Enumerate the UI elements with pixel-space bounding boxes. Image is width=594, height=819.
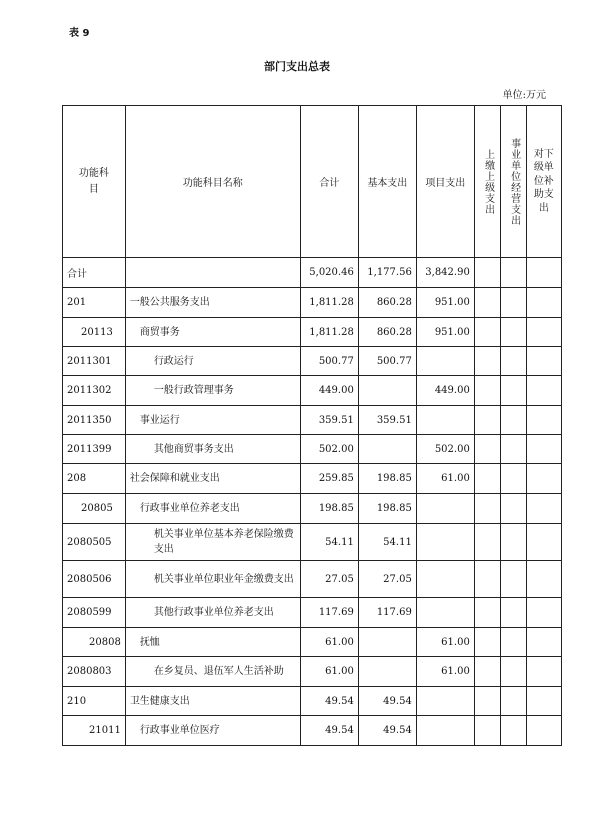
table-row xyxy=(63,657,562,687)
cell-business xyxy=(500,687,526,716)
cell-name: 商贸事务 xyxy=(125,318,300,347)
cell-total: 359.51 xyxy=(300,406,358,435)
cell-total: 54.11 xyxy=(300,524,358,561)
cell-upper xyxy=(474,288,500,318)
cell-basic: 49.54 xyxy=(358,687,416,716)
cell-upper xyxy=(474,435,500,464)
cell-code: 20805 xyxy=(63,494,126,524)
cell-project: 61.00 xyxy=(416,464,474,494)
table-row xyxy=(63,258,562,288)
cell-name: 其他商贸事务支出 xyxy=(125,435,300,464)
cell-project xyxy=(416,406,474,435)
table-row xyxy=(63,406,562,435)
table-number-label: 表 9 xyxy=(69,28,90,39)
cell-basic xyxy=(358,435,416,464)
cell-project: 3,842.90 xyxy=(416,258,474,288)
cell-basic: 359.51 xyxy=(358,406,416,435)
cell-subsidy xyxy=(526,258,561,288)
cell-total: 198.85 xyxy=(300,494,358,524)
header-name: 功能科目名称 xyxy=(125,106,300,258)
cell-business xyxy=(500,464,526,494)
cell-code: 2080803 xyxy=(63,657,126,687)
cell-subsidy xyxy=(526,347,561,376)
cell-upper xyxy=(474,716,500,746)
table-row xyxy=(63,347,562,376)
cell-basic: 27.05 xyxy=(358,561,416,598)
cell-subsidy xyxy=(526,628,561,657)
cell-total: 61.00 xyxy=(300,628,358,657)
cell-name: 行政运行 xyxy=(125,347,300,376)
cell-name: 事业运行 xyxy=(125,406,300,435)
table-row xyxy=(63,598,562,628)
cell-upper xyxy=(474,258,500,288)
table-row xyxy=(63,494,562,524)
cell-business xyxy=(500,561,526,598)
cell-business xyxy=(500,406,526,435)
cell-business xyxy=(500,494,526,524)
cell-code: 2080505 xyxy=(63,524,126,561)
cell-code: 201 xyxy=(63,288,126,318)
cell-subsidy xyxy=(526,494,561,524)
cell-upper xyxy=(474,406,500,435)
cell-upper xyxy=(474,561,500,598)
cell-subsidy xyxy=(526,524,561,561)
header-business: 事业单位经营支出 xyxy=(500,106,526,258)
header-total: 合计 xyxy=(300,106,358,258)
cell-basic: 198.85 xyxy=(358,464,416,494)
cell-name: 行政事业单位医疗 xyxy=(125,716,300,746)
table-row xyxy=(63,318,562,347)
cell-upper xyxy=(474,524,500,561)
cell-name: 一般公共服务支出 xyxy=(125,288,300,318)
cell-subsidy xyxy=(526,318,561,347)
cell-subsidy xyxy=(526,464,561,494)
cell-basic: 198.85 xyxy=(358,494,416,524)
table-row xyxy=(63,435,562,464)
cell-name: 机关事业单位基本养老保险缴费支出 xyxy=(125,524,300,561)
table-row xyxy=(63,464,562,494)
cell-project xyxy=(416,716,474,746)
cell-subsidy xyxy=(526,288,561,318)
header-basic: 基本支出 xyxy=(358,106,416,258)
cell-business xyxy=(500,598,526,628)
cell-code: 20808 xyxy=(63,628,126,657)
cell-business xyxy=(500,628,526,657)
cell-basic xyxy=(358,628,416,657)
table-row xyxy=(63,288,562,318)
cell-code: 2080599 xyxy=(63,598,126,628)
cell-project xyxy=(416,598,474,628)
cell-project: 951.00 xyxy=(416,288,474,318)
cell-basic: 117.69 xyxy=(358,598,416,628)
cell-subsidy xyxy=(526,716,561,746)
table-row xyxy=(63,524,562,561)
cell-basic xyxy=(358,376,416,406)
cell-code: 2011302 xyxy=(63,376,126,406)
cell-code: 合计 xyxy=(63,258,126,288)
cell-upper xyxy=(474,598,500,628)
cell-basic: 1,177.56 xyxy=(358,258,416,288)
cell-basic: 860.28 xyxy=(358,288,416,318)
page-title: 部门支出总表 xyxy=(264,60,330,73)
cell-upper xyxy=(474,628,500,657)
cell-code: 2011301 xyxy=(63,347,126,376)
cell-basic xyxy=(358,657,416,687)
cell-project: 449.00 xyxy=(416,376,474,406)
cell-name: 抚恤 xyxy=(125,628,300,657)
cell-total: 259.85 xyxy=(300,464,358,494)
cell-upper xyxy=(474,657,500,687)
cell-subsidy xyxy=(526,657,561,687)
cell-name: 一般行政管理事务 xyxy=(125,376,300,406)
cell-basic: 860.28 xyxy=(358,318,416,347)
cell-subsidy xyxy=(526,598,561,628)
cell-project xyxy=(416,524,474,561)
cell-basic: 54.11 xyxy=(358,524,416,561)
cell-business xyxy=(500,258,526,288)
cell-business xyxy=(500,657,526,687)
cell-project xyxy=(416,687,474,716)
cell-total: 49.54 xyxy=(300,687,358,716)
cell-name: 行政事业单位养老支出 xyxy=(125,494,300,524)
cell-business xyxy=(500,318,526,347)
cell-upper xyxy=(474,687,500,716)
cell-business xyxy=(500,288,526,318)
cell-upper xyxy=(474,318,500,347)
cell-subsidy xyxy=(526,561,561,598)
header-row xyxy=(63,106,562,258)
cell-business xyxy=(500,435,526,464)
cell-project: 61.00 xyxy=(416,657,474,687)
cell-upper xyxy=(474,464,500,494)
header-project: 项目支出 xyxy=(416,106,474,258)
cell-total: 61.00 xyxy=(300,657,358,687)
cell-project: 502.00 xyxy=(416,435,474,464)
cell-total: 27.05 xyxy=(300,561,358,598)
cell-project xyxy=(416,494,474,524)
cell-total: 117.69 xyxy=(300,598,358,628)
cell-business xyxy=(500,716,526,746)
cell-total: 1,811.28 xyxy=(300,318,358,347)
cell-name: 机关事业单位职业年金缴费支出 xyxy=(125,561,300,598)
cell-subsidy xyxy=(526,376,561,406)
cell-subsidy xyxy=(526,406,561,435)
expenditure-table xyxy=(62,105,562,746)
cell-name xyxy=(125,258,300,288)
cell-name: 其他行政事业单位养老支出 xyxy=(125,598,300,628)
cell-code: 2080506 xyxy=(63,561,126,598)
cell-name: 社会保障和就业支出 xyxy=(125,464,300,494)
cell-name: 卫生健康支出 xyxy=(125,687,300,716)
cell-total: 5,020.46 xyxy=(300,258,358,288)
cell-code: 20113 xyxy=(63,318,126,347)
cell-code: 2011399 xyxy=(63,435,126,464)
cell-code: 210 xyxy=(63,687,126,716)
cell-code: 2011350 xyxy=(63,406,126,435)
cell-code: 21011 xyxy=(63,716,126,746)
cell-name: 在乡复员、退伍军人生活补助 xyxy=(125,657,300,687)
cell-business xyxy=(500,376,526,406)
header-subsidy: 对下级单位补助支出 xyxy=(526,106,561,258)
cell-business xyxy=(500,347,526,376)
table-row xyxy=(63,716,562,746)
cell-total: 49.54 xyxy=(300,716,358,746)
table-row xyxy=(63,376,562,406)
header-upper: 上缴上级支出 xyxy=(474,106,500,258)
cell-business xyxy=(500,524,526,561)
cell-subsidy xyxy=(526,687,561,716)
table-row xyxy=(63,561,562,598)
cell-project: 61.00 xyxy=(416,628,474,657)
cell-project: 951.00 xyxy=(416,318,474,347)
cell-project xyxy=(416,561,474,598)
cell-total: 502.00 xyxy=(300,435,358,464)
cell-upper xyxy=(474,347,500,376)
cell-total: 1,811.28 xyxy=(300,288,358,318)
cell-total: 449.00 xyxy=(300,376,358,406)
cell-basic: 500.77 xyxy=(358,347,416,376)
cell-basic: 49.54 xyxy=(358,716,416,746)
header-code: 功能科目 xyxy=(63,106,126,258)
table-row xyxy=(63,628,562,657)
cell-subsidy xyxy=(526,435,561,464)
table-row xyxy=(63,687,562,716)
cell-project xyxy=(416,347,474,376)
unit-label: 单位:万元 xyxy=(502,90,546,101)
cell-upper xyxy=(474,376,500,406)
cell-total: 500.77 xyxy=(300,347,358,376)
cell-code: 208 xyxy=(63,464,126,494)
cell-upper xyxy=(474,494,500,524)
